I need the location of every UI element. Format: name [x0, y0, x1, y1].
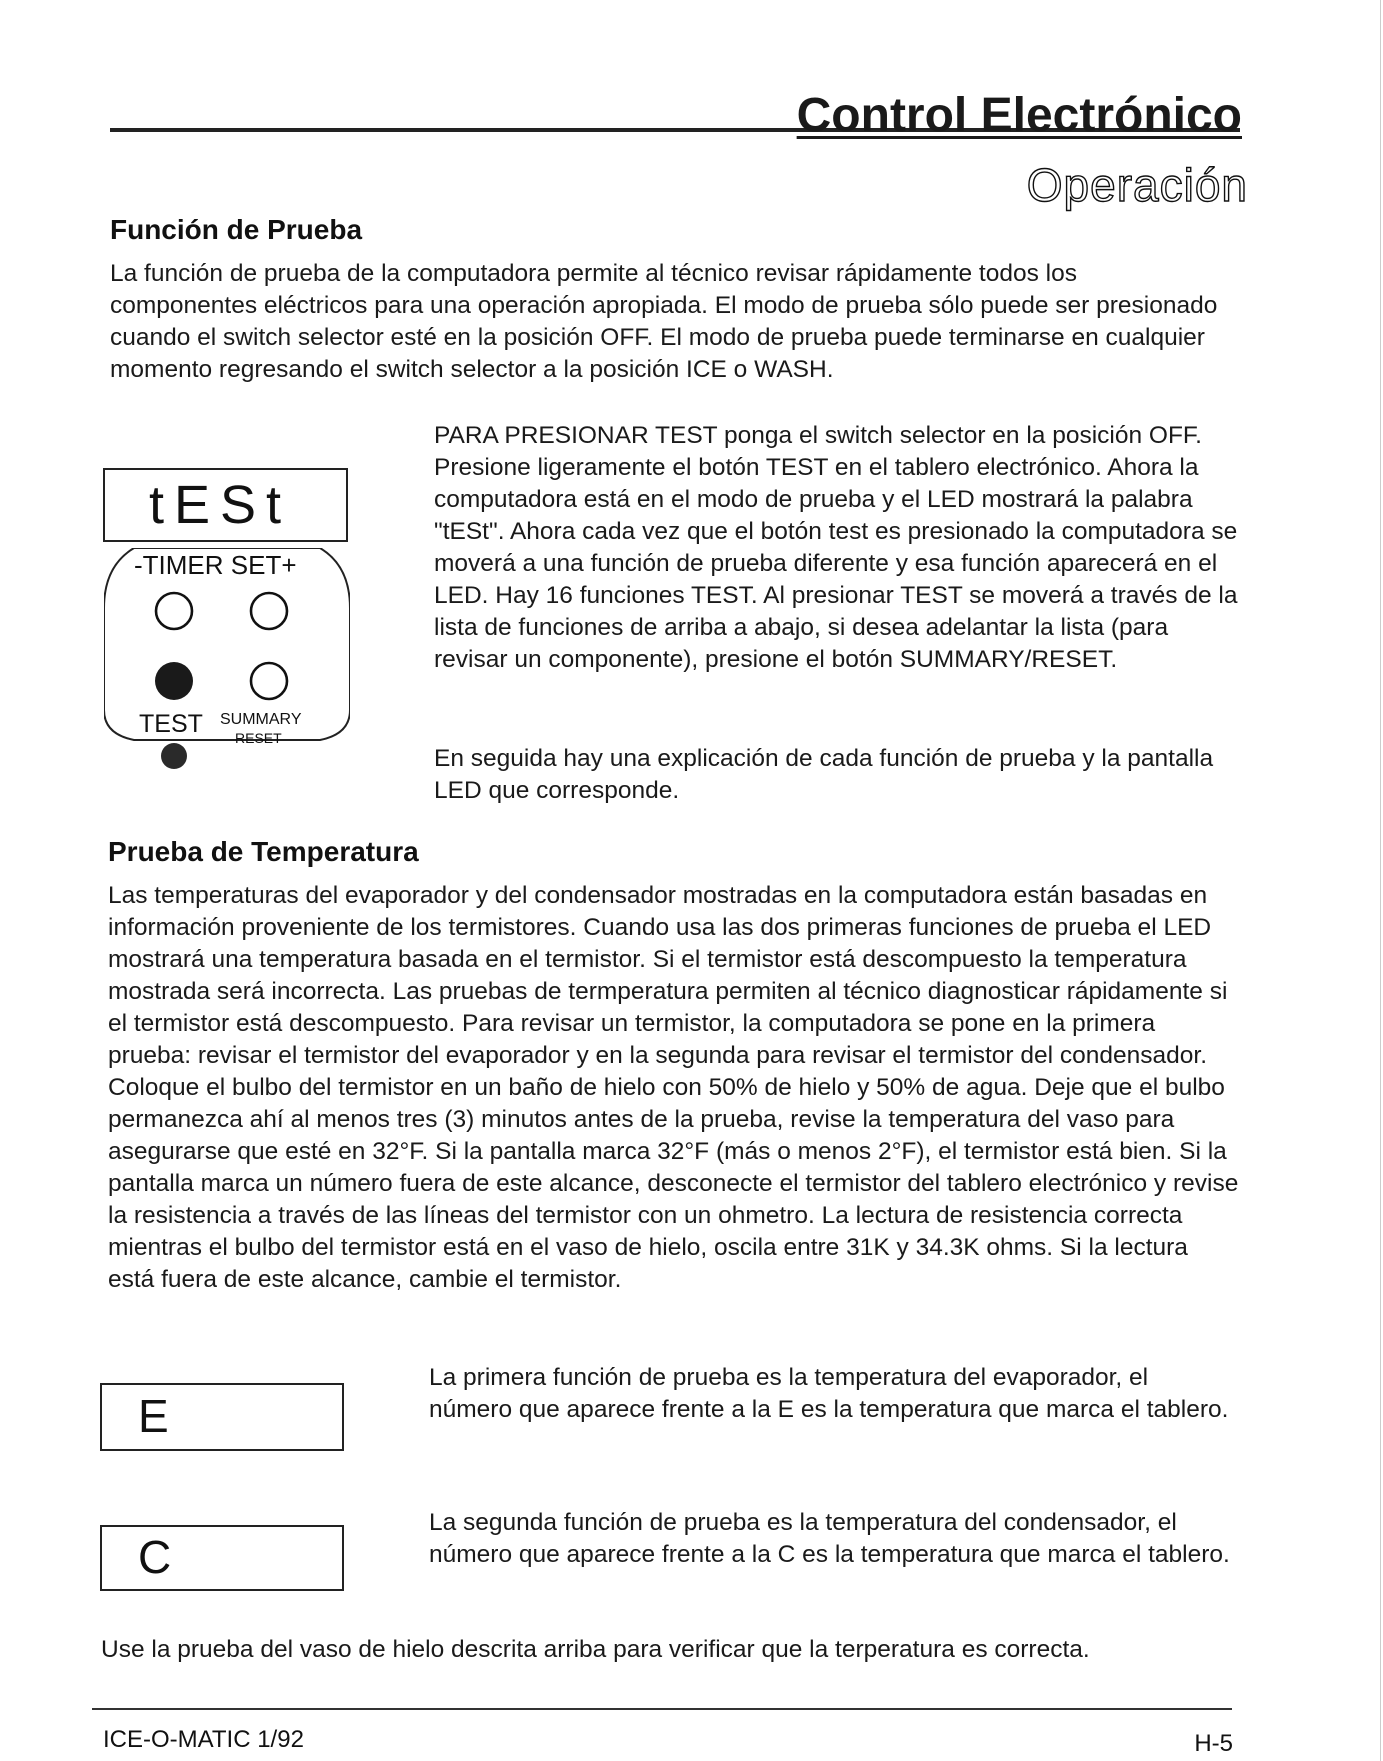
led-display-evaporator — [100, 1383, 344, 1451]
footer-left: ICE-O-MATIC 1/92 — [103, 1726, 304, 1753]
timer-set-label: -TIMER SET+ — [134, 550, 297, 580]
led-display-condenser — [100, 1525, 344, 1591]
reset-button-label: RESET — [235, 730, 282, 746]
footer-rule — [92, 1708, 1232, 1710]
page-number: H-5 — [1194, 1730, 1233, 1757]
test-button[interactable] — [153, 660, 195, 702]
indicator-led — [156, 742, 192, 772]
temperature-test-body: Las temperaturas del evaporador y del condensador mostradas en la computadora están basadas en información proveniente de los termistores. Cuando usa las dos primeras funciones de prueba el LED mostrará una temperatura basada en el termistor. Si el termistor está descompuesto la temperatura mostrada será incorrecta. Las pruebas de termperatura permiten al técnico diagnosticar rápidamente si el termistor está descompuesto. Para revisar un termistor, la computadora se pone en la primera prueba: revisar el termistor del evaporador y en la segunda para revisar el termistor del condensador. Coloque el bulbo del termistor en un baño de hielo con 50% de hielo y 50% de agua. Deje que el bulbo permanezca ahí al menos tres (3) minutos antes de la prueba, revise la temperatura del vaso para asegurarse que esté en 32°F. Si la pantalla marca 32°F (más o menos 2°F), el termistor está bien. Si la pantalla marca un número fuera de este alcance, desconecte el termistor del tablero electrónico y revise la resistencia a través de las líneas del termistor con un ohmetro. La lectura de resistencia correcta mientras el bulbo del termistor está en el vaso de hielo, oscila entre 31K y 34.3K ohms. Si la lectura está fuera de este alcance, cambie el termistor. — [108, 882, 1239, 1293]
led-display-test — [103, 468, 348, 542]
control-panel-diagram — [104, 548, 350, 774]
led-display-condenser-text: C — [138, 1531, 172, 1583]
led-display-evaporator-text: E — [138, 1390, 169, 1442]
led-display-test-text: tESt — [149, 475, 292, 535]
test-function-intro: La función de prueba de la computadora permite al técnico revisar rápidamente todos los componentes eléctricos para una operación apropiada. El modo de prueba sólo puede ser presionado cuando el switch selector esté en la posición OFF. El modo de prueba puede terminarse en cualquier momento regresando el switch selector a la posición ICE o WASH. — [110, 260, 1218, 383]
section-heading-test-function: Función de Prueba — [110, 214, 363, 245]
scan-edge — [1380, 0, 1381, 1761]
closing-note: Use la prueba del vaso de hielo descrita arriba para verificar que la terperatura es correcta. — [101, 1636, 1090, 1663]
control-panel-outline — [104, 548, 350, 774]
summary-reset-button[interactable] — [248, 660, 290, 702]
test-button-label: TEST — [139, 710, 203, 738]
condenser-text: La segunda función de prueba es la temperatura del condensador, el número que aparece frente a la C es la temperatura que marca el tablero. — [429, 1509, 1230, 1568]
timer-plus-button[interactable] — [248, 590, 290, 632]
test-followup: En seguida hay una explicación de cada función de prueba y la pantalla LED que corresponde. — [434, 745, 1214, 804]
summary-button-label: SUMMARY — [220, 711, 302, 728]
page-title: Control Electrónico — [796, 89, 1242, 142]
evaporator-text: La primera función de prueba es la temperatura del evaporador, el número que aparece frente a la E es la temperatura que marca el tablero. — [429, 1364, 1229, 1423]
section-heading-temperature-test: Prueba de Temperatura — [108, 836, 419, 867]
page-subtitle: Operación — [1026, 159, 1248, 211]
timer-minus-button[interactable] — [153, 590, 195, 632]
test-instructions: PARA PRESIONAR TEST ponga el switch selector en la posición OFF. Presione ligeramente el botón TEST en el tablero electrónico. Ahora la computadora está en el modo de prueba y el LED mostrará la palabra "tESt". Ahora cada vez que el botón test es presionado la computadora se moverá a una función de prueba diferente y esa función aparecerá en el LED. Hay 16 funciones TEST. Al presionar TEST se moverá a través de la lista de funciones de arriba a abajo, si desea adelantar la lista (para revisar un componente), presione el botón SUMMARY/RESET. — [434, 422, 1238, 673]
